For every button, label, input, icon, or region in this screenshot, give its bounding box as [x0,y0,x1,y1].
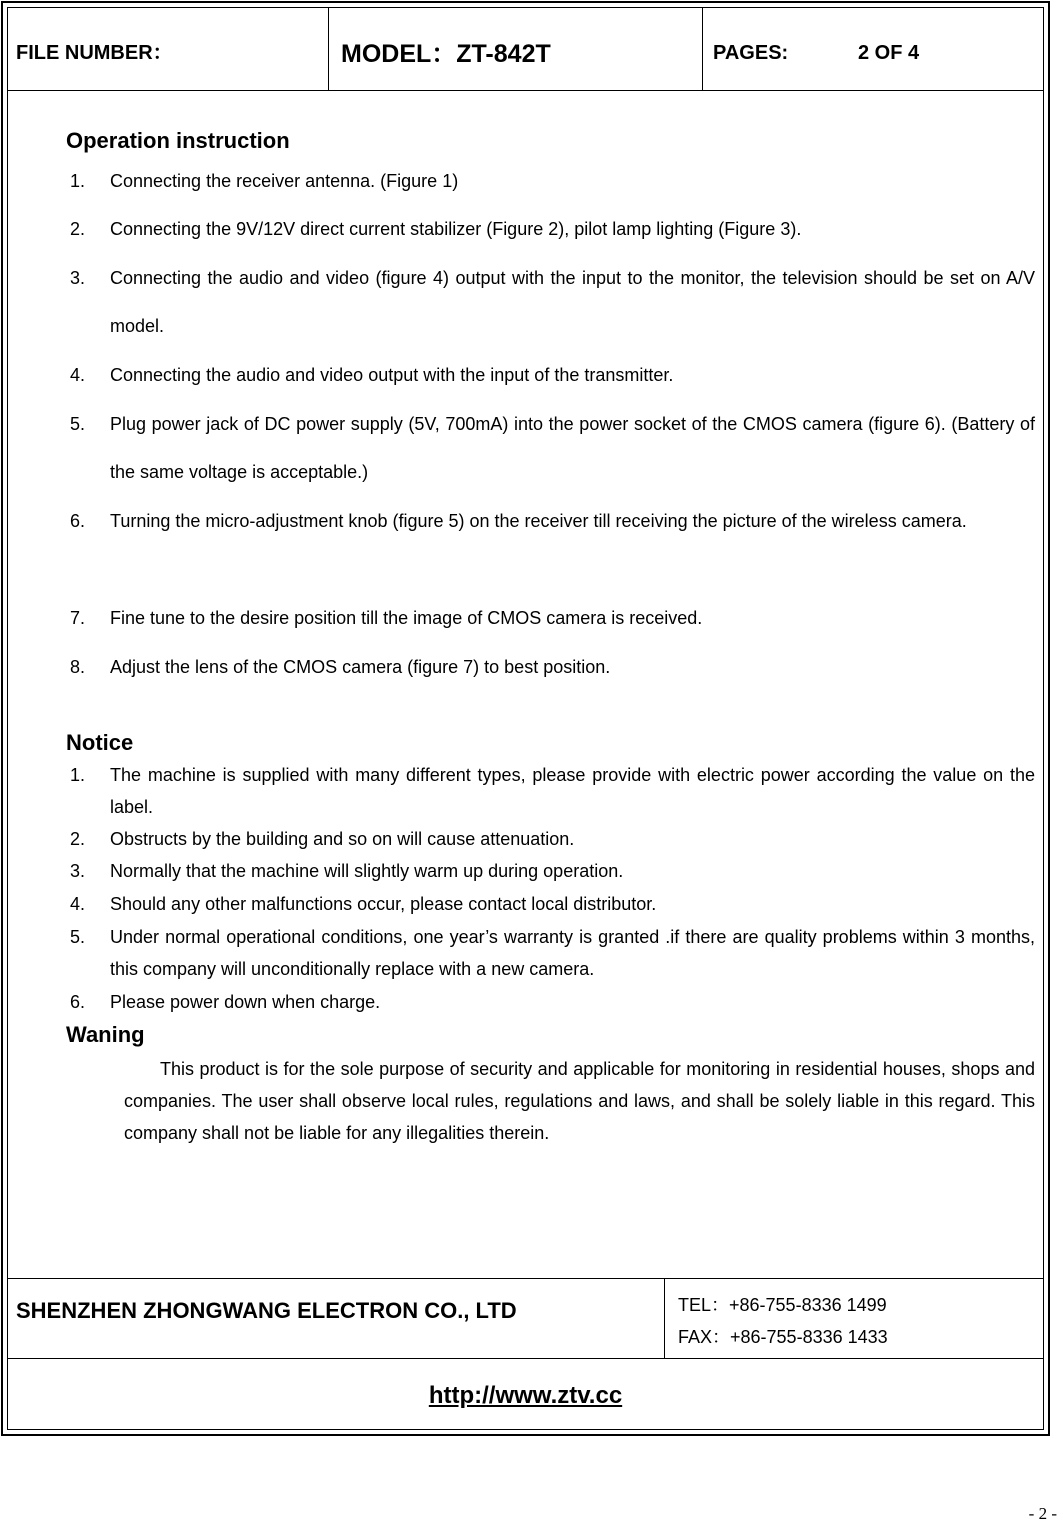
operation-item-number: 4. [70,365,86,385]
footer-col-divider [664,1278,665,1358]
notice-item-number: 4. [70,894,86,914]
operation-item-number: 1. [70,171,86,191]
operation-title: Operation instruction [66,128,290,153]
notice-item-text: The machine is supplied with many different types, please provide with electric power according the value on the label. [110,765,1035,817]
operation-item [70,157,1035,205]
notice-item-text: Please power down when charge. [110,992,381,1012]
operation-item-text: Turning the micro-adjustment knob (figure 5) on the receiver till receiving the picture of the wireless camera. [110,511,967,531]
operation-item-number: 5. [70,414,86,434]
pages-label: PAGES: [713,42,789,64]
operation-item [70,205,1035,253]
notice-item [70,759,1035,823]
header-divider [8,90,1043,91]
footer-divider-bottom [8,1358,1043,1359]
operation-item-text: Connecting the receiver antenna. (Figure 1) [110,171,459,191]
operation-item [70,643,1035,691]
operation-item-number: 6. [70,511,86,531]
operation-item-text: Connecting the audio and video output with the input of the transmitter. [110,365,674,385]
notice-item [70,921,1035,985]
notice-item [70,855,1035,887]
fax-number: FAX：+86-755-8336 1433 [678,1327,888,1347]
company-name: SHENZHEN ZHONGWANG ELECTRON CO., LTD [16,1298,517,1323]
notice-item-text: Under normal operational conditions, one year’s warranty is granted .if there are quality problems within 3 months, this company will unconditionally replace with a new camera. [110,927,1035,979]
operation-item-number: 2. [70,219,86,239]
page-number: - 2 - [1028,1504,1057,1523]
tel-number: TEL：+86-755-8336 1499 [678,1295,887,1315]
operation-item-text: Fine tune to the desire position till the image of CMOS camera is received. [110,608,703,628]
website-link[interactable]: http://www.ztv.cc [428,1382,623,1409]
operation-item [70,594,1035,642]
document-frame [1,1,1050,1436]
operation-item-text: Connecting the audio and video (figure 4) output with the input to the monitor, the television should be set on A/V model. [110,268,1035,336]
footer-divider-top [8,1278,1043,1279]
operation-item [70,497,1035,545]
notice-item-text: Should any other malfunctions occur, please contact local distributor. [110,894,657,914]
warning-text: This product is for the sole purpose of security and applicable for monitoring in residential houses, shops and companies. The user shall observe local rules, regulations and laws, and shall be solely liable in this regard. This company shall not be liable for any illegalities therein. [124,1059,1035,1143]
operation-item [70,400,1035,496]
notice-item-number: 1. [70,765,86,785]
operation-item [70,254,1035,350]
operation-item-number: 8. [70,657,86,677]
notice-item [70,823,1035,855]
notice-item-number: 6. [70,992,86,1012]
operation-item-number: 7. [70,608,86,628]
operation-item [70,351,1035,399]
operation-item-text: Connecting the 9V/12V direct current stabilizer (Figure 2), pilot lamp lighting (Figure 3). [110,219,802,239]
notice-item-text: Obstructs by the building and so on will cause attenuation. [110,829,575,849]
notice-title: Notice [66,730,134,755]
notice-item [70,888,1035,920]
header-col-divider-2 [702,8,703,90]
operation-item-text: Adjust the lens of the CMOS camera (figure 7) to best position. [110,657,611,677]
notice-item-number: 5. [70,927,86,947]
document-border [7,7,1044,1430]
operation-item-text: Plug power jack of DC power supply (5V, 700mA) into the power socket of the CMOS camera (figure 6). (Battery of the same voltage is acceptable.) [110,414,1035,482]
notice-item-text: Normally that the machine will slightly warm up during operation. [110,861,624,881]
file-number-label: FILE NUMBER： [16,42,173,64]
notice-item [70,986,1035,1018]
notice-item-number: 2. [70,829,86,849]
model-label: MODEL：ZT-842T [341,40,551,68]
pages-value: 2 OF 4 [858,42,920,64]
header-col-divider-1 [328,8,329,90]
warning-title: Waning [66,1022,145,1047]
notice-item-number: 3. [70,861,86,881]
operation-item-number: 3. [70,268,86,288]
